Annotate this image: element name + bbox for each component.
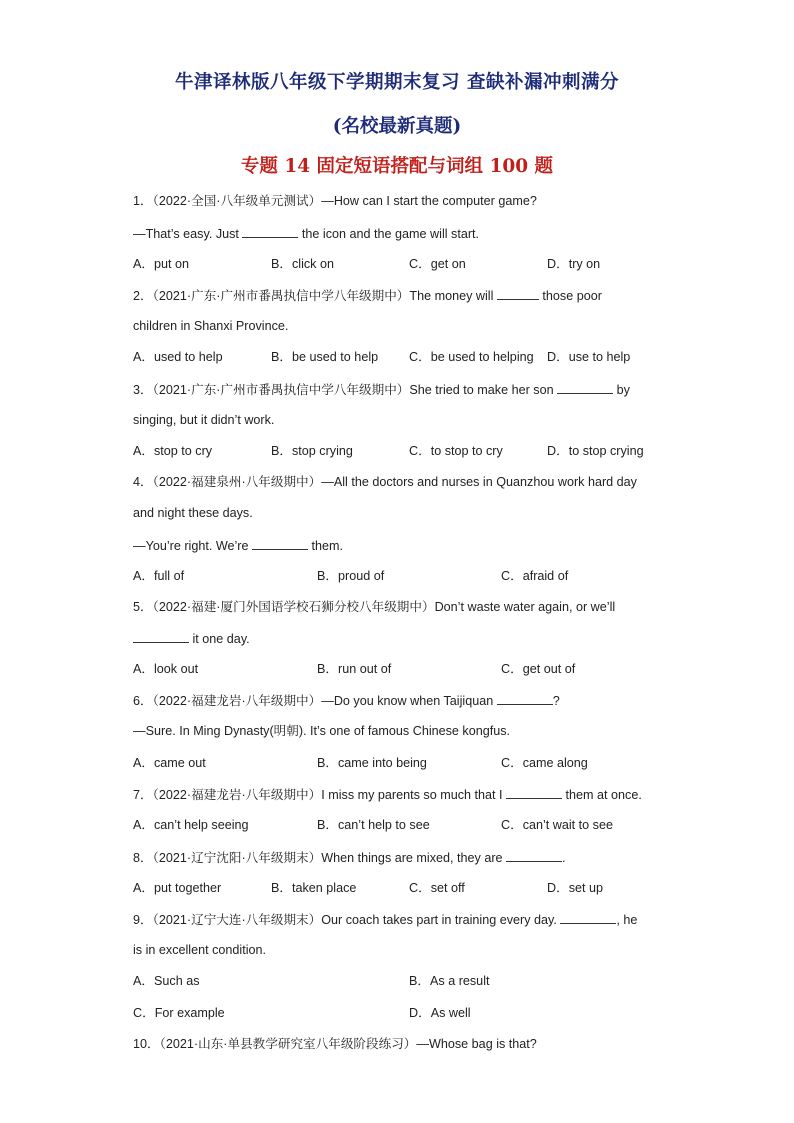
question-7-option-a: A．can’t help seeing xyxy=(133,818,249,832)
question-8-stem: 8．（2021·辽宁沈阳·八年级期末）When things are mixed, they are . xyxy=(133,851,566,865)
answer-blank xyxy=(497,287,539,300)
question-1-option-c: C．get on xyxy=(409,257,466,271)
question-8-option-b: B．taken place xyxy=(271,881,357,895)
question-3-option-d: D．to stop crying xyxy=(547,444,644,458)
question-9-option-a: A．Such as xyxy=(133,974,200,988)
document-title: 牛津译林版八年级下学期期末复习 查缺补漏冲刺满分 xyxy=(175,72,619,93)
question-5-stem: 5．（2022·福建·厦门外国语学校石狮分校八年级期中）Don’t waste water again, or we’ll xyxy=(133,600,616,614)
question-2-stem-cont: children in Shanxi Province. xyxy=(133,319,289,333)
answer-blank xyxy=(242,225,298,238)
question-7-option-b: B．can’t help to see xyxy=(317,818,430,832)
question-8-option-a: A．put together xyxy=(133,881,222,895)
question-6-option-c: C．came along xyxy=(501,756,588,770)
answer-blank xyxy=(560,911,616,924)
answer-blank xyxy=(506,786,562,799)
question-1-option-d: D．try on xyxy=(547,257,601,271)
question-4-stem-cont: and night these days. xyxy=(133,506,253,520)
question-4-option-c: C．afraid of xyxy=(501,569,569,583)
question-3-stem-cont: singing, but it didn’t work. xyxy=(133,413,275,427)
question-6-option-a: A．came out xyxy=(133,756,206,770)
question-3-option-b: B．stop crying xyxy=(271,444,353,458)
question-6-stem-cont: —Sure. In Ming Dynasty(明朝). It’s one of famous Chinese kongfus. xyxy=(133,724,511,738)
question-9-stem-cont: is in excellent condition. xyxy=(133,943,267,957)
question-1-option-b: B．click on xyxy=(271,257,334,271)
question-1-option-a: A．put on xyxy=(133,257,190,271)
question-8-option-c: C．set off xyxy=(409,881,465,895)
question-2-option-a: A．used to help xyxy=(133,350,223,364)
question-2-stem: 2．（2021·广东·广州市番禺执信中学八年级期中）The money will those poor xyxy=(133,289,602,303)
question-3-stem: 3．（2021·广东·广州市番禺执信中学八年级期中）She tried to make her son by xyxy=(133,383,630,397)
question-4-stem: 4．（2022·福建泉州·八年级期中）—All the doctors and nurses in Quanzhou work hard day xyxy=(133,475,637,489)
question-10-stem: 10．（2021·山东·单县教学研究室八年级阶段练习）—Whose bag is that? xyxy=(133,1037,537,1051)
question-7-option-c: C．can’t wait to see xyxy=(501,818,613,832)
question-7-stem: 7．（2022·福建龙岩·八年级期中）I miss my parents so much that I them at once. xyxy=(133,788,642,802)
answer-blank xyxy=(497,692,553,705)
question-9-option-d: D．As well xyxy=(409,1006,471,1020)
question-1-dialog: —That’s easy. Just the icon and the game will start. xyxy=(133,227,480,241)
question-5-option-a: A．look out xyxy=(133,662,199,676)
question-4-option-a: A．full of xyxy=(133,569,185,583)
answer-blank xyxy=(506,849,562,862)
question-2-option-b: B．be used to help xyxy=(271,350,379,364)
question-9-option-b: B．As a result xyxy=(409,974,490,988)
answer-blank xyxy=(252,537,308,550)
question-9-stem: 9．（2021·辽宁大连·八年级期末）Our coach takes part in training every day. , he xyxy=(133,913,638,927)
question-5-option-b: B．run out of xyxy=(317,662,392,676)
document-subtitle: (名校最新真题) xyxy=(332,116,462,137)
question-9-option-c: C．For example xyxy=(133,1006,225,1020)
question-6-stem: 6．（2022·福建龙岩·八年级期中）—Do you know when Taijiquan ? xyxy=(133,694,560,708)
question-2-option-c: C．be used to helping xyxy=(409,350,534,364)
answer-blank xyxy=(133,630,189,643)
question-8-option-d: D．set up xyxy=(547,881,603,895)
question-5-stem-cont: it one day. xyxy=(133,630,250,647)
answer-blank xyxy=(557,381,613,394)
question-2-option-d: D．use to help xyxy=(547,350,631,364)
topic-title: 专题 14 固定短语搭配与词组 100 题 xyxy=(240,156,554,177)
question-4-option-b: B．proud of xyxy=(317,569,385,583)
question-1-stem: 1．（2022·全国·八年级单元测试）—How can I start the computer game? xyxy=(133,194,537,208)
question-3-option-a: A．stop to cry xyxy=(133,444,213,458)
question-3-option-c: C．to stop to cry xyxy=(409,444,503,458)
question-5-option-c: C．get out of xyxy=(501,662,576,676)
question-4-dialog: —You’re right. We’re them. xyxy=(133,539,343,553)
question-6-option-b: B．came into being xyxy=(317,756,427,770)
